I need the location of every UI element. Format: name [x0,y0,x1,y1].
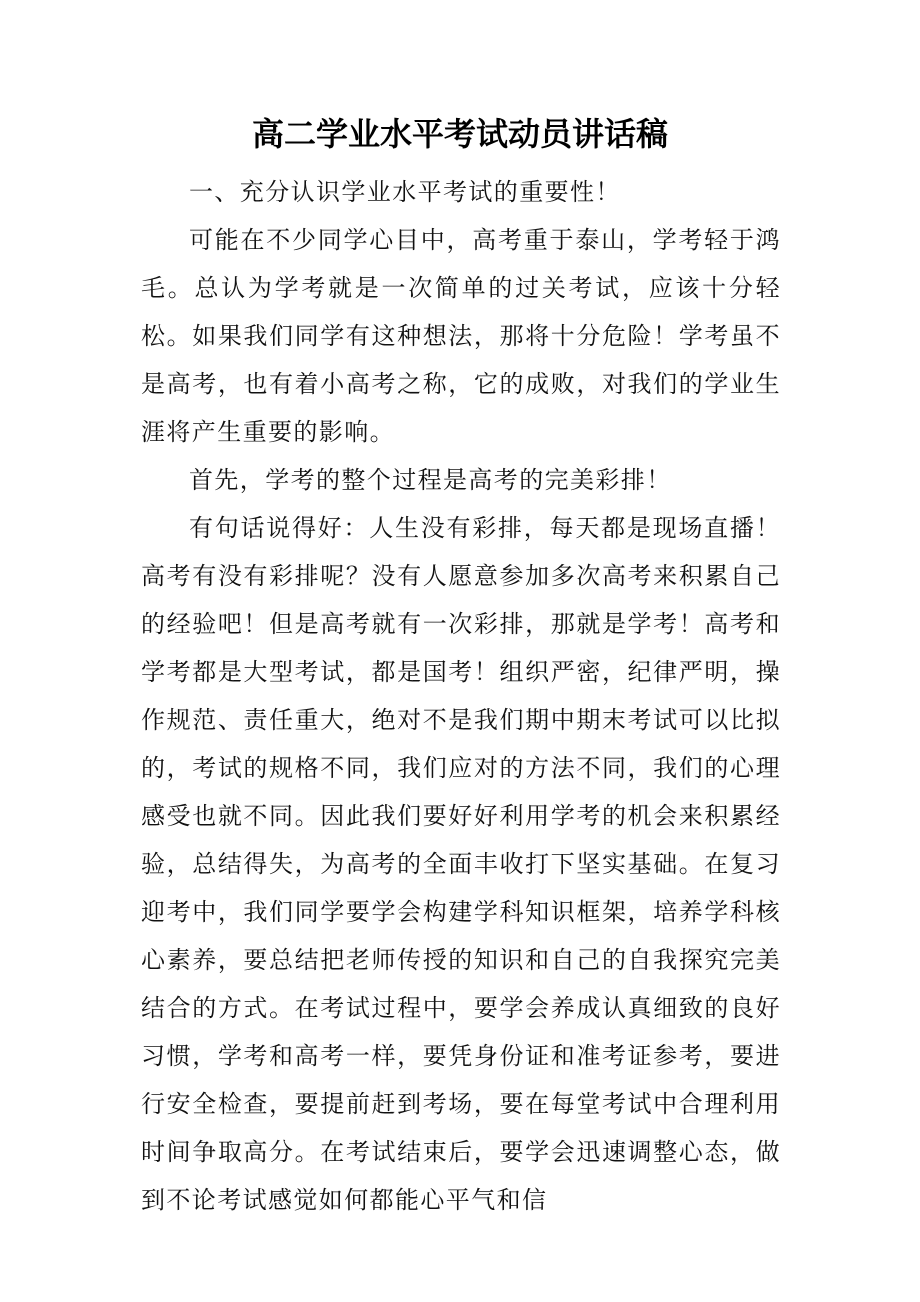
document-body [141,168,781,1224]
sub-heading: 首先，学考的整个过程是高考的完美彩排！ [189,466,672,494]
section-heading: 一、充分认识学业水平考试的重要性！ [189,178,621,206]
paragraph: 有句话说得好：人生没有彩排，每天都是现场直播！高考有没有彩排呢？没有人愿意参加多次高考来积累自己的经验吧！但是高考就有一次彩排，那就是学考！高考和学考都是大型考试，都是国考！组织严密，纪律严明，操作规范、责任重大，绝对不是我们期中期末考试可以比拟的，考试的规格不同，我们应对的方法不同，我们的心理感受也就不同。因此我们要好好利用学考的机会来积累经验，总结得失，为高考的全面丰收打下坚实基础。在复习迎考中，我们同学要学会构建学科知识框架，培养学科核心素养，要总结把老师传授的知识和自己的自我探究完美结合的方式。在考试过程中，要学会养成认真细致的良好习惯，学考和高考一样，要凭身份证和准考证参考，要进行安全检查，要提前赶到考场，要在每堂考试中合理利用时间争取高分。在考试结束后，要学会迅速调整心态，做到不论考试感觉如何都能心平气和信 [141,514,781,1214]
paragraph: 可能在不少同学心目中，高考重于泰山，学考轻于鸿毛。总认为学考就是一次简单的过关考试，应该十分轻松。如果我们同学有这种想法，那将十分危险！学考虽不是高考，也有着小高考之称，它的成败，对我们的学业生涯将产生重要的影响。 [141,226,781,446]
document-title: 高二学业水平考试动员讲话稿 [251,115,668,153]
